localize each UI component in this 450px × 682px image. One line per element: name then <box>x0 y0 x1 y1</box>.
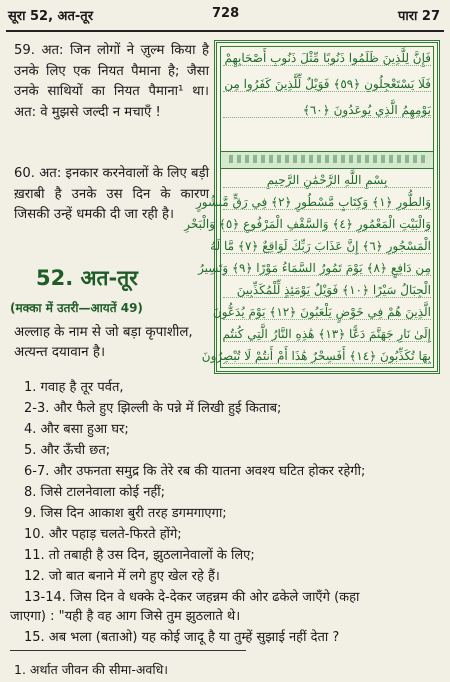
translation-verse-60 <box>14 164 209 226</box>
verse-line: जाएगा) : "यही है वह आग जिसे तुम झुठलाते थे। <box>10 609 241 624</box>
arabic-line: الْجِبَالُ سَيْرًا ﴿١٠﴾ فَوَيْلٌ يَوْمَئِذٍ لِّلْمُكَذِّبِينَ <box>223 283 431 298</box>
verse-59-text: 59. अत: जिन लोगों ने ज़ुल्म किया है उनके लिए एक नियत पैमाना है; जैसा उनके साथियों का नियत पैमाना¹ था। अत: वे मुझसे जल्दी न मचाएँ ! <box>14 43 209 120</box>
arabic-text-panel <box>184 40 440 374</box>
arabic-line: مِن دَافِعٍ ﴿٨﴾ يَوْمَ تَمُورُ السَّمَاءُ مَوْرًا ﴿٩﴾ وَتَسِيرُ <box>198 261 431 275</box>
header-divider <box>6 30 444 32</box>
verse-line: 9. जिस दिन आकाश बुरी तरह डगमगाएगा; <box>24 506 227 521</box>
verse-line: 8. जिसे टालनेवाला कोई नहीं; <box>24 485 166 500</box>
surah-heading-band <box>221 151 433 169</box>
verse-line: 15. अब भला (बताओ) यह कोई जादू है या तुम्हें सुझाई नहीं देता ? <box>24 630 340 645</box>
arabic-line: وَالطُّورِ ﴿١﴾ وَكِتَابٍ مَّسْطُورٍ ﴿٢﴾ فِي رَقٍّ مَّنشُورٍ <box>195 195 431 209</box>
header-para: पारा 27 <box>397 9 440 24</box>
verse-line: 13-14. जिस दिन वे धक्के दे-देकर जहन्नम की ओर ढकेले जाएँगे (कहा <box>24 590 360 605</box>
header-sura-name: सूरा 52, अत-तूर <box>8 9 94 24</box>
ornament <box>229 155 425 163</box>
verse-line: 12. जो बात बनाने में लगे हुए खेल रहे हैं। <box>24 569 220 584</box>
arabic-line: وَالْبَيْتِ الْمَعْمُورِ ﴿٤﴾ وَالسَّقْفِ الْمَرْفُوعِ ﴿٥﴾ وَالْبَحْرِ <box>184 217 431 231</box>
verse-line: 11. तो तबाही है उस दिन, झुठलानेवालों के लिए; <box>24 548 255 563</box>
page-header <box>0 0 450 30</box>
footnote: 1. अर्थात जीवन की सीमा-अवधि। <box>14 662 169 677</box>
verse-line: 1. गवाह है तूर पर्वत, <box>24 380 124 395</box>
arabic-line: فَإِنَّ لِلَّذِينَ ظَلَمُوا ذَنُوبًا مِّثْلَ ذَنُوبِ أَصْحَابِهِمْ <box>224 51 431 65</box>
verse-line: 6-7. और उफनता समुद्र कि तेरे रब की यातना अवश्य घटित होकर रहेगी; <box>24 464 366 479</box>
footnote-divider <box>10 650 246 651</box>
bismillah-translation: अल्लाह के नाम से जो बड़ा कृपाशील, अत्यन्त दयावान है। <box>14 325 193 360</box>
verse-line: 4. और बसा हुआ घर; <box>24 422 129 437</box>
sura-subtitle: (मक्का में उतरी—आयतें 49) <box>10 301 143 315</box>
arabic-line: بِهَا تُكَذِّبُونَ ﴿١٤﴾ أَفَسِحْرٌ هَٰذَا أَمْ أَنتُمْ لَا تُبْصِرُونَ <box>201 349 431 363</box>
arabic-line: إِلَىٰ نَارِ جَهَنَّمَ دَعًّا ﴿١٣﴾ هَٰذِهِ النَّارُ الَّتِي كُنتُم <box>222 327 431 341</box>
sura-title: 52. अत-तूर <box>36 266 138 290</box>
arabic-line: الَّذِينَ هُمْ فِي خَوْضٍ يَلْعَبُونَ ﴿١٢﴾ يَوْمَ يُدَعُّونَ <box>212 305 431 319</box>
verse-line: 2-3. और फैले हुए झिल्ली के पन्ने में लिखी हुई किताब; <box>24 401 282 416</box>
verse-60-text: 60. अत: इनकार करनेवालों के लिए बड़ी ख़राबी है उनके उस दिन के कारण जिसकी उन्हें धमकी दी जा रही है। <box>14 166 209 222</box>
arabic-line: يَوْمِهِمُ الَّذِي يُوعَدُونَ ﴿٦٠﴾ <box>223 103 431 118</box>
arabic-bismillah: بِسْمِ اللَّهِ الرَّحْمَٰنِ الرَّحِيمِ <box>223 173 431 188</box>
verse-line: 10. और पहाड़ चलते-फिरते होंगे; <box>24 527 182 542</box>
verse-line: 5. और ऊँची छत; <box>24 443 111 458</box>
arabic-line: فَلَا يَسْتَعْجِلُونِ ﴿٥٩﴾ فَوَيْلٌ لِّلَّذِينَ كَفَرُوا مِن <box>224 77 431 91</box>
translation-verse-59 <box>14 41 209 123</box>
header-page-number: 728 <box>212 6 240 21</box>
arabic-line: الْمَسْجُورِ ﴿٦﴾ إِنَّ عَذَابَ رَبِّكَ لَوَاقِعٌ ﴿٧﴾ مَّا لَهُ <box>210 239 431 253</box>
